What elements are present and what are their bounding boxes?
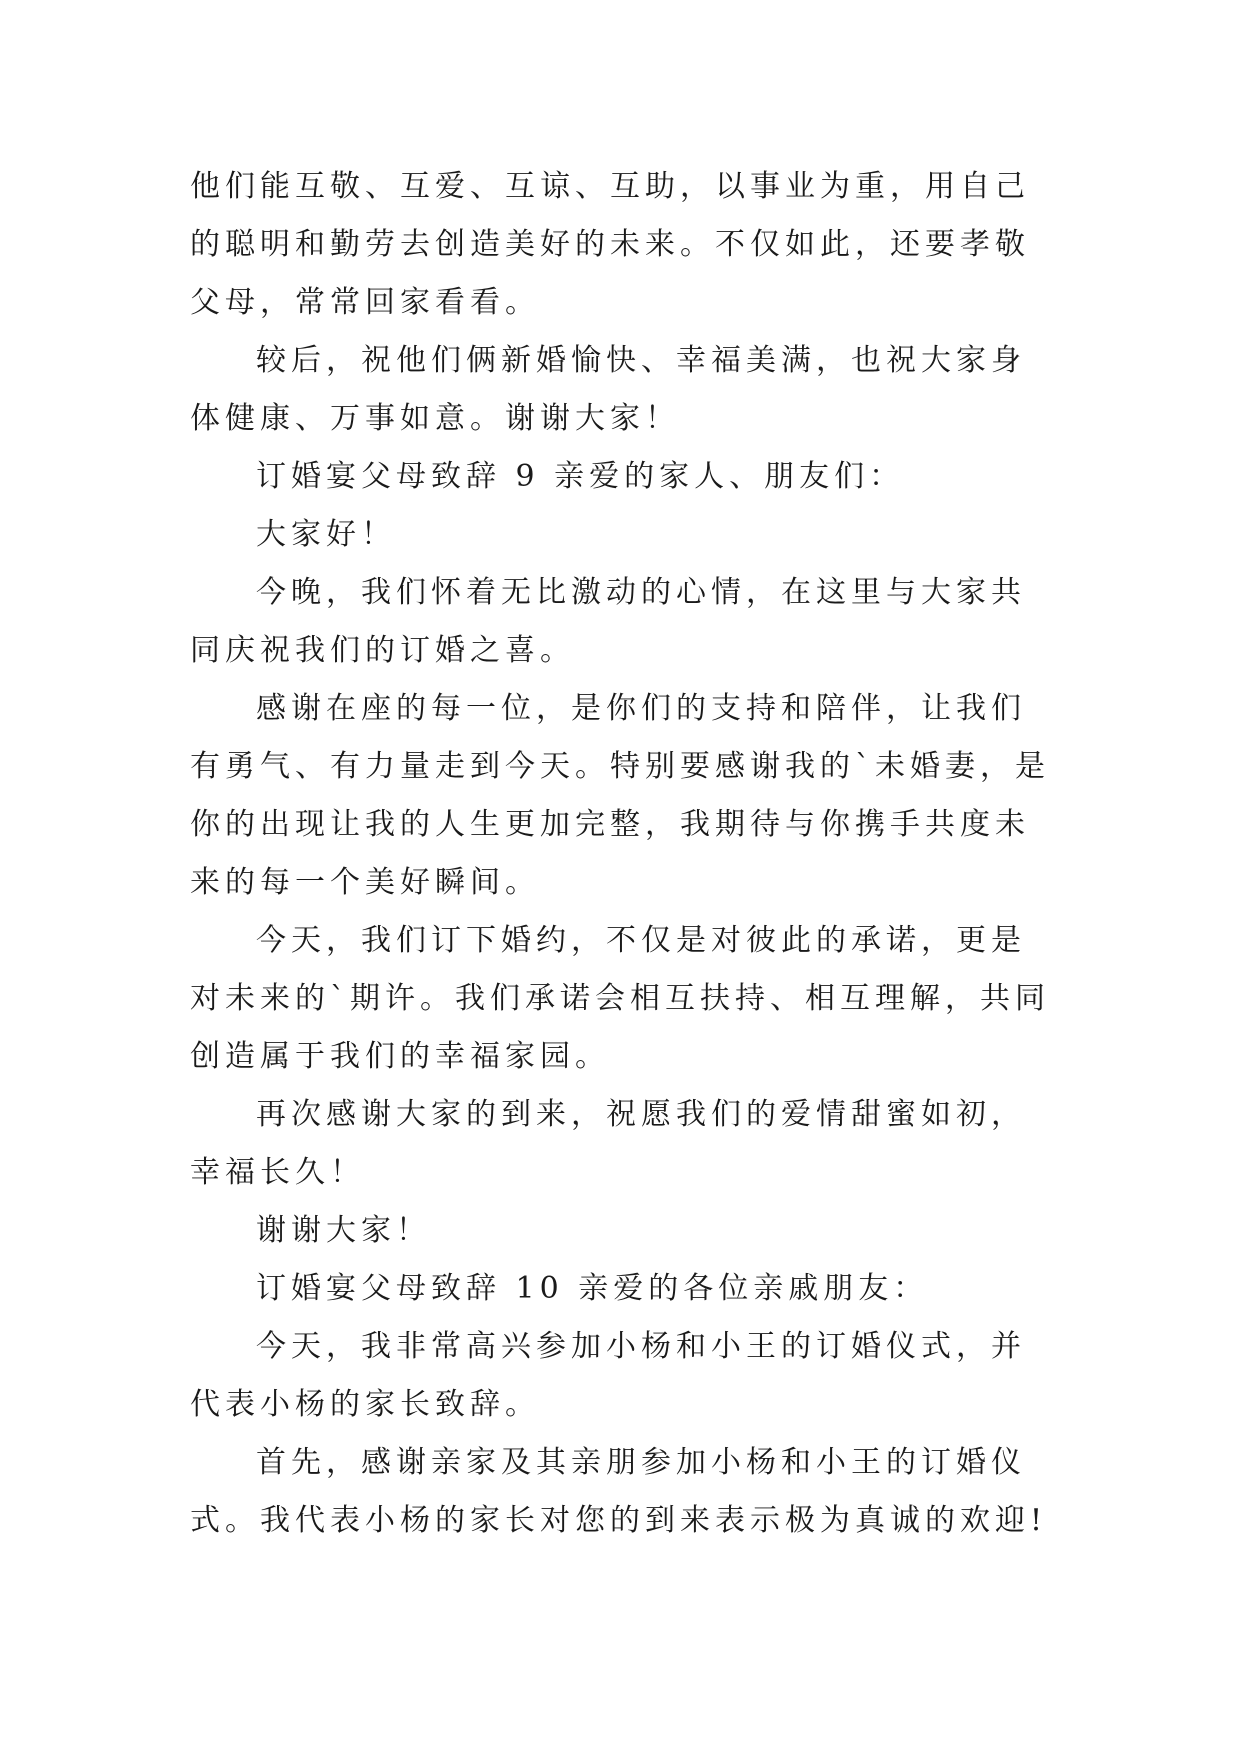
paragraph-7: 今天，我们订下婚约，不仅是对彼此的承诺，更是对未来的`期许。我们承诺会相互扶持、相互理解，共同创造属于我们的幸福家园。 <box>190 923 1050 1074</box>
document-body <box>190 158 1060 1550</box>
paragraph-9: 谢谢大家！ <box>256 1213 431 1248</box>
paragraph-6: 感谢在座的每一位，是你们的支持和陪伴，让我们有勇气、有力量走到今天。特别要感谢我的`未婚妻，是你的出现让我的人生更加完整，我期待与你携手共度未来的每一个美好瞬间。 <box>190 691 1050 900</box>
paragraph-12: 首先，感谢亲家及其亲朋参加小杨和小王的订婚仪式。我代表小杨的家长对您的到来表示极为真诚的欢迎! <box>190 1445 1048 1538</box>
paragraph-3: 订婚宴父母致辞 9 亲爱的家人、朋友们： <box>256 459 905 494</box>
paragraph-10: 订婚宴父母致辞 10 亲爱的各位亲戚朋友： <box>256 1271 929 1306</box>
paragraph-11: 今天，我非常高兴参加小杨和小王的订婚仪式，并代表小杨的家长致辞。 <box>190 1329 1026 1422</box>
paragraph-2: 较后，祝他们俩新婚愉快、幸福美满，也祝大家身体健康、万事如意。谢谢大家！ <box>190 343 1026 436</box>
paragraph-1: 他们能互敬、互爱、互谅、互助，以事业为重，用自己的聪明和勤劳去创造美好的未来。不仅如此，还要孝敬父母，常常回家看看。 <box>190 169 1030 320</box>
paragraph-8: 再次感谢大家的到来，祝愿我们的爱情甜蜜如初，幸福长久！ <box>190 1097 1026 1190</box>
paragraph-4: 大家好！ <box>256 517 396 552</box>
paragraph-5: 今晚，我们怀着无比激动的心情，在这里与大家共同庆祝我们的订婚之喜。 <box>190 575 1026 668</box>
